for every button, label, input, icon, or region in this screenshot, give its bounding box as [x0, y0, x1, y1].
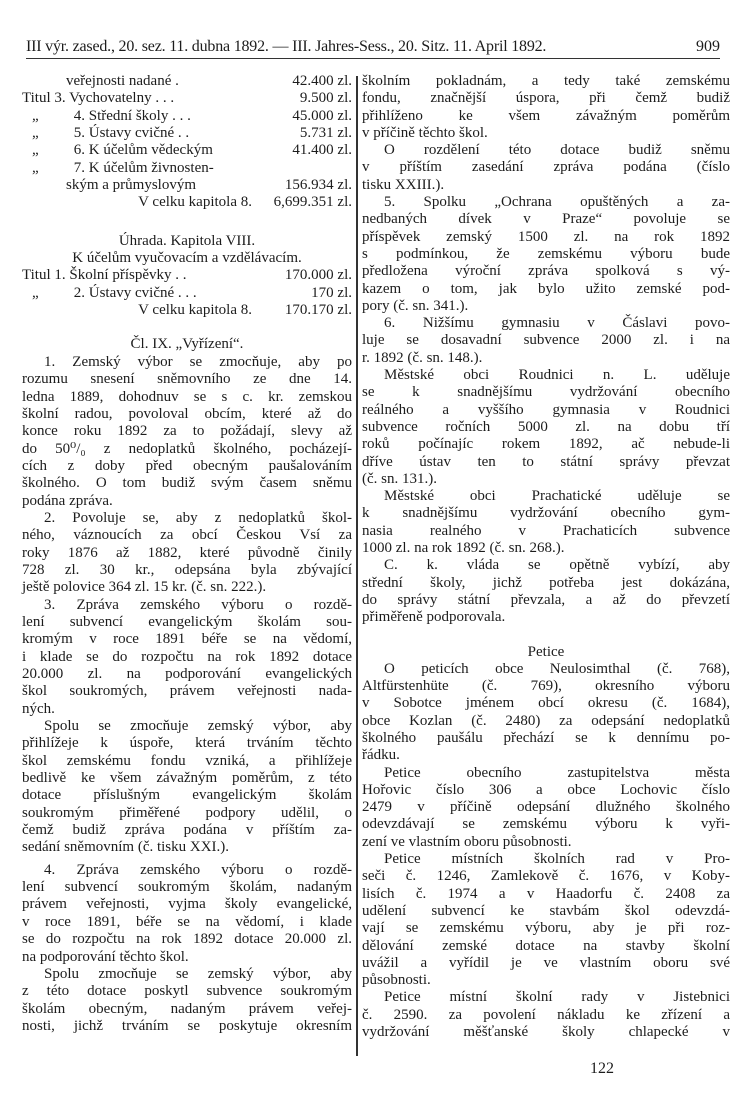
text-line: 728 zl. 30 kr., odepsána byla zbývající [22, 561, 352, 578]
item-label [22, 108, 256, 125]
table-row [22, 267, 352, 284]
paragraph [22, 354, 352, 510]
table-row [22, 177, 352, 194]
table-row [22, 73, 352, 90]
item-amount: 170 zl. [311, 284, 352, 301]
paragraph [362, 488, 730, 557]
paragraph [362, 661, 730, 765]
paragraph [362, 73, 730, 142]
text-line: dotace příslušným evangelickým školám [22, 787, 352, 804]
paragraph [362, 765, 730, 851]
item-label [22, 267, 256, 284]
item-name: ským a průmyslovým [66, 177, 196, 194]
paragraph [362, 989, 730, 1041]
table-row [22, 160, 352, 177]
text-line: č. 2590. za povolení nákladu ke zřízení a [362, 1006, 730, 1023]
text-line: uvážil a vyřídil je ve vlastním oboru své [362, 954, 730, 971]
item-name: Školní příspěvky . . [69, 267, 187, 284]
text-line: reálného a vyššího gymnasia v Roudnici [362, 401, 730, 418]
text-line: nasia realného v Prachaticích subvence [362, 522, 730, 539]
paragraph [362, 315, 730, 367]
text-line: cích z doby před obecným paušalováním [22, 457, 352, 474]
item-label [22, 73, 256, 90]
page-number: 909 [696, 38, 720, 55]
text-line: udělení subvencí ke stavbám škol odevzdá- [362, 902, 730, 919]
text-line: škol soukromých, právem veřejnosti nada- [22, 683, 352, 700]
left-column [22, 73, 352, 1035]
text-line: Hořovic číslo 306 a obce Lochovic číslo [362, 781, 730, 798]
article-heading: Čl. IX. „Vyřízení“. [130, 336, 244, 353]
item-label [22, 90, 256, 107]
paragraph [362, 142, 730, 194]
text-line: nedbaných dívek v Praze“ povoluje se [362, 211, 730, 228]
text-line: O peticích obce Neulosimthal (č. 768), [384, 660, 730, 677]
total-label: V celku kapitola 8. [138, 302, 252, 319]
text-line: Petice místní školní rady v Jistebnici [384, 989, 730, 1006]
paragraph [362, 194, 730, 315]
item-name: 4. Střední školy . . . [73, 107, 191, 124]
text-line: soukromým přiměřené podpory udělil, o [22, 804, 352, 821]
paragraph [22, 966, 352, 1035]
text-line: 5. Spolku „Ochrana opuštěných a za- [384, 194, 730, 211]
text-line: seči č. 1246, Zamlekově č. 1676, v Koby- [362, 868, 730, 885]
text-line: v příčině těchto škol. [362, 124, 488, 141]
text-line: ného, váznoucích za obcí Českou Vsí za [22, 527, 352, 544]
budget-table-revenue [22, 267, 352, 302]
text-line: přihlíženo ke všem závažným poměrům [362, 107, 730, 124]
total-row [22, 194, 352, 211]
text-line: školám obecným, nadaným právem veřej- [22, 1000, 352, 1017]
header-title: III výr. zased., 20. sez. 11. dubna 1892. — III. Jahres-Sess., 20. Sitz. 11. April 1892. [26, 38, 547, 55]
text-line: střední školy, jichž potřeba jest dokázána, [362, 574, 730, 591]
item-amount: 42.400 zl. [292, 73, 352, 89]
text-line: ledna 1889, dohodnuv se s c. kr. zemskou [22, 388, 352, 405]
text-line: řádku. [362, 747, 400, 764]
paragraph [22, 597, 352, 718]
item-name: 7. K účelům živnosten- [73, 159, 214, 176]
running-header [26, 36, 720, 59]
text-line: v Sobotce jménem obcí okresu (č. 1684), [362, 695, 730, 712]
column-divider [356, 76, 358, 1056]
item-name: 6. K účelům vědeckým [73, 142, 213, 159]
text-line: 1000 zl. na rok 1892 (č. sn. 268.). [362, 540, 565, 557]
table-row [22, 90, 352, 107]
item-name: 2. Ústavy cvičné . . . [73, 284, 197, 301]
text-line: nosti, jichž trváním se poskytuje okresním [22, 1017, 352, 1034]
text-line: luje se dosavadní subvence 2000 zl. i na [362, 332, 730, 349]
text-line: dříve ústav ten to státní správy převzat [362, 453, 730, 470]
text-line: konce roku 1892 za to požádají, slevy až [22, 423, 352, 440]
text-line: kazem o tom, jak bylo užito zemské pod- [362, 280, 730, 297]
text-line: Městské obci Roudnici n. L. uděluje [384, 367, 730, 384]
text-line: z této dotace poskytl subvence soukromým [22, 983, 352, 1000]
item-amount [256, 160, 352, 177]
item-amount: 5.731 zl. [299, 125, 352, 142]
right-column [362, 73, 730, 1041]
item-prefix: „ [32, 107, 39, 124]
text-line: přiměřeně podporovala. [362, 609, 506, 626]
text-line: roky 1876 až 1882, které původně činily [22, 544, 352, 561]
text-line: vydržování měšťanské školy chlapecké v [362, 1024, 730, 1041]
paragraph [362, 367, 730, 488]
text-line: v roce 1891, béře se na vědomí, i klade [22, 913, 352, 930]
text-line: kromým v roce 1891 béře se na vědomí, [22, 631, 352, 648]
total-row [22, 302, 352, 319]
item-name: 5. Ústavy cvičné . . [73, 125, 190, 142]
text-line: C. k. vláda se opětně vybízí, aby [384, 557, 730, 574]
text-line: rozumu snesení sněmovního ze dne 14. [22, 371, 352, 388]
text-line: lení subvencí evangelickým školám sou- [22, 613, 352, 630]
text-line: do správy státní převzala, a až do převzetí [362, 591, 730, 608]
item-name: Vychovatelny . . . [69, 90, 175, 107]
item-prefix: Titul 3. [22, 90, 66, 107]
text-line: lení subvencí soukromým školám, nadaným [22, 879, 352, 896]
text-line: příspěvek zemský 1500 zl. na rok 1892 [362, 228, 730, 245]
text-line: právem veřejnosti, vyjma školy evangelické, [22, 896, 352, 913]
text-line: se k snadnějšímu vydržování obecního [362, 384, 730, 401]
total-label: V celku kapitola 8. [138, 194, 252, 211]
text-line: Petice obecního zastupitelstva města [384, 764, 730, 781]
text-line: 4. Zpráva zemského výboru o rozdě- [44, 861, 352, 878]
text-line: 2479 v příčině odepsání dlužného školného [362, 799, 730, 816]
text-line: subvence ročních 5000 zl. na dobu tří [362, 418, 730, 435]
table-row [22, 108, 352, 125]
item-amount: 45.000 zl. [292, 107, 352, 124]
text-line: k snadnějšímu vydržování obecního gym- [362, 505, 730, 522]
text-line: předložena výroční zpráva spolková s vý- [362, 263, 730, 280]
text-line: Petice místních školních rad v Pro- [384, 851, 730, 868]
text-line: školného paušálu přechází se k dennímu po- [362, 729, 730, 746]
text-line: čemž budiž zpráva podána v příštím za- [22, 822, 352, 839]
text-line: pory (č. sn. 341.). [362, 297, 469, 314]
text-line: 2. Povoluje se, aby z nedoplatků škol- [44, 509, 352, 526]
paragraph [362, 557, 730, 626]
text-line: na podporování těchto škol. [22, 948, 189, 965]
text-line: školním pokladnám, a tedy také zemskému [362, 73, 730, 89]
text-line: O rozdělení této dotace budiž sněmu [384, 142, 730, 159]
total-amount: 170.170 zl. [284, 302, 352, 319]
section-subheading: K účelům vyučovacím a vzdělávacím. [72, 250, 302, 267]
total-amount: 6,699.351 zl. [273, 194, 352, 211]
item-label [22, 177, 256, 194]
item-name: veřejnosti nadané . [66, 73, 179, 89]
text-line: se do rozpočtu na rok 1892 dotace 20.000 zl. [22, 931, 352, 948]
text-line: odevzdávají se zemskému výboru k vyři- [362, 816, 730, 833]
item-prefix: „ [32, 159, 39, 176]
paragraph-group [362, 661, 730, 1042]
item-amount: 170.000 zl. [284, 267, 352, 284]
text-line: působnosti. [362, 972, 431, 989]
text-line: škol zemskému fondu vzniká, a přihlížeje [22, 752, 352, 769]
item-amount: 156.934 zl. [284, 177, 352, 194]
text-line: 1. Zemský výbor se zmocňuje, aby po [44, 353, 352, 370]
text-line: do 50⁰/₀ z nedoplatků školného, pocházejí- [22, 440, 352, 457]
text-line: bedlivě ke všem závažným poměrům, z této [22, 770, 352, 787]
text-line: 6. Nižšímu gymnasiu v Čáslavi povo- [384, 315, 730, 332]
paragraph-group [362, 73, 730, 627]
text-line: tisku XXIII.). [362, 176, 445, 193]
text-line: Městské obci Prachatické uděluje se [384, 488, 730, 505]
table-row [22, 285, 352, 302]
item-amount: 41.400 zl. [292, 142, 352, 159]
text-line: školného. O tom budiž svým časem sněmu [22, 475, 352, 492]
text-line: vají se zemskému výboru, aby je při roz- [362, 920, 730, 937]
section-heading: Úhrada. Kapitola VIII. [118, 232, 256, 249]
text-line: 20.000 zl. na podporování evangelických [22, 666, 352, 682]
text-line: (č. sn. 131.). [362, 470, 437, 487]
table-row [22, 125, 352, 142]
text-line: ještě polovice 364 zl. 15 kr. (č. sn. 222.). [22, 579, 267, 596]
text-line: Altfürstenhüte (č. 769), okresního výboru [362, 678, 730, 695]
budget-table-expenses [22, 73, 352, 194]
item-label [22, 125, 256, 142]
paragraph [22, 718, 352, 857]
sheet-number: 122 [590, 1060, 614, 1077]
paragraph [362, 851, 730, 989]
paragraph [22, 510, 352, 597]
item-prefix: „ [32, 142, 39, 159]
text-line: v příštím zasedání zpráva podána (číslo [362, 159, 730, 176]
text-line: s podmínkou, že zemskému výboru bude [362, 245, 730, 262]
item-label [22, 160, 256, 177]
text-line: přihlížeje k úspoře, která trváním těchto [22, 735, 352, 752]
text-line: lisích č. 1974 a v Haadorfu č. 2408 za [362, 885, 730, 902]
item-label [22, 285, 256, 302]
text-line: sedání sněmovním (č. tisku XXI.). [22, 839, 230, 856]
text-line: dělování zemské dotace na stavby školní [362, 937, 730, 954]
text-line: 3. Zpráva zemského výboru o rozdě- [44, 596, 352, 613]
item-prefix: „ [32, 125, 39, 142]
text-line: obce Kozlan (č. 2480) za odepsání nedoplatků [362, 712, 730, 729]
section-heading-petice: Petice [527, 643, 565, 660]
text-line: Spolu zmocňuje se zemský výbor, aby [44, 965, 352, 982]
text-line: Spolu se zmocňuje zemský výbor, aby [44, 718, 352, 735]
item-amount: 9.500 zl. [299, 90, 352, 107]
table-row [22, 142, 352, 159]
text-line: i klade se do rozpočtu na rok 1892 dotace [22, 648, 352, 665]
item-prefix: „ [32, 284, 39, 301]
text-line: roků počínajíc rokem 1892, ač nebude-li [362, 436, 730, 453]
paragraph [22, 862, 352, 966]
text-line: r. 1892 (č. sn. 148.). [362, 349, 483, 366]
text-line: ných. [22, 700, 55, 717]
text-line: podána zpráva. [22, 492, 113, 509]
text-line: fondu, značnější úspora, při čemž budiž [362, 90, 730, 107]
text-line: zení ve vlastním oboru působnosti. [362, 833, 572, 850]
text-line: školní radou, povoloval obcím, které až do [22, 405, 352, 422]
item-prefix: Titul 1. [22, 267, 66, 284]
paragraph-group [22, 354, 352, 1035]
item-label [22, 142, 256, 159]
